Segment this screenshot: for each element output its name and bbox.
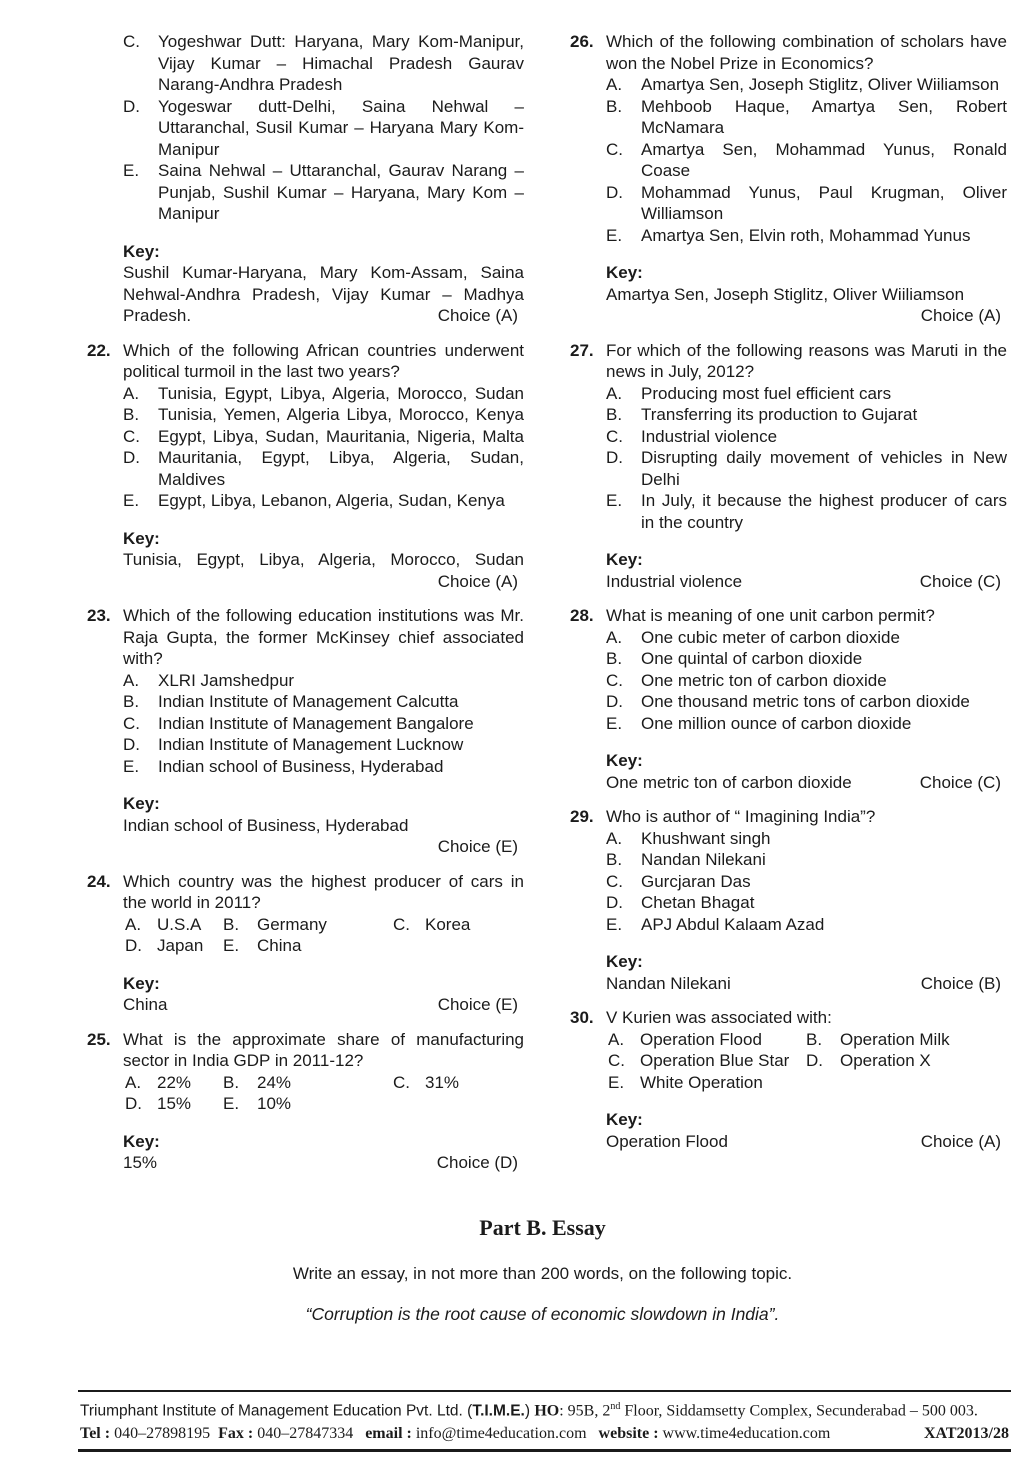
key-answer [123, 1152, 524, 1174]
key-label: Key: [123, 1131, 160, 1151]
key-label: Key: [606, 751, 643, 770]
option-text: One million ounce of carbon dioxide [641, 713, 912, 733]
option-text: One quintal of carbon dioxide [641, 649, 863, 668]
key-label: Key: [606, 1110, 643, 1129]
option-row [123, 713, 524, 735]
option-row [123, 426, 524, 448]
option-letter: D. [606, 182, 623, 202]
option-text: 10% [257, 1094, 292, 1113]
option-text: Operation Blue Star [640, 1051, 790, 1070]
option-letter: D. [125, 1094, 142, 1113]
key-label: Key: [606, 550, 643, 569]
option-text: Indian Institute of Management Lucknow [158, 735, 464, 754]
footer-address: : 95B, 2 [559, 1402, 611, 1420]
right-column [570, 31, 1007, 1165]
footer-brand-abbreviation: T.I.M.E. [472, 1402, 525, 1420]
option-letter: E. [123, 756, 140, 776]
option-row [123, 383, 524, 405]
option-text: Operation Flood [640, 1029, 762, 1049]
option-text: APJ Abdul Kalaam Azad [641, 914, 825, 934]
choice-label: Choice (A) [437, 306, 518, 325]
choice-label: Choice (A) [437, 571, 518, 591]
option-letter: C. [608, 1051, 625, 1070]
option-letter: D. [123, 735, 140, 754]
option-row [606, 426, 1007, 448]
choice-label: Choice (E) [437, 837, 518, 856]
fax-label: Fax : [210, 1425, 258, 1443]
essay-topic: “Corruption is the root cause of economic slowdown in India”. [305, 1303, 780, 1324]
option-row [606, 892, 1007, 914]
question-number: 24. [87, 871, 111, 891]
choice-line [606, 305, 1007, 327]
choice-label: Choice (A) [920, 306, 1001, 325]
option-row [606, 490, 1007, 533]
option-letter: B. [606, 850, 623, 869]
option-row [606, 828, 1007, 850]
key-text: Indian school of Business, Hyderabad [123, 815, 409, 835]
option-text: 31% [425, 1072, 460, 1092]
option-text: Mehboob Haque, Amartya Sen, Robert McNamara [641, 96, 1007, 137]
key-text: Sushil Kumar-Haryana, Mary Kom-Assam, Saina Nehwal-Andhra Pradesh, Vijay Kumar – Madhya Pradesh. [123, 263, 524, 325]
option-text: Mohammad Yunus, Paul Krugman, Oliver Williamson [641, 182, 1007, 223]
question-number: 30. [570, 1008, 594, 1027]
option-row [123, 756, 524, 778]
option-row [123, 31, 524, 96]
option-letter: C. [123, 713, 140, 733]
option-text: Japan [157, 936, 204, 955]
question-28 [570, 605, 1007, 793]
option-letter: E. [608, 1072, 625, 1092]
option-text: Indian school of Business, Hyderabad [158, 756, 444, 776]
key-text: Nandan Nilekani [606, 973, 731, 993]
option-letter: A. [125, 914, 142, 934]
option-letter: E. [606, 914, 623, 934]
option-text: Industrial violence [641, 426, 778, 446]
option-row [608, 1029, 1007, 1051]
question-26 [570, 31, 1007, 327]
option-letter: B. [806, 1029, 823, 1049]
option-letter: A. [606, 627, 623, 647]
key-label: Key: [606, 952, 643, 971]
footer-address: Floor, Siddamsetty Complex, Secunderabad – 500 003. [620, 1402, 978, 1420]
essay-instruction: Write an essay, in not more than 200 words, on the following topic. [292, 1264, 793, 1283]
option-row [606, 96, 1007, 139]
option-row [606, 383, 1007, 405]
question-number: 26. [570, 32, 594, 51]
option-text: Yogeshwar Dutt: Haryana, Mary Kom-Manipur, Vijay Kumar – Himachal Pradesh Gaurav Narang-Andhra Pradesh [158, 32, 524, 94]
question-text: What is meaning of one unit carbon permit? [606, 606, 935, 625]
option-text: U.S.A [157, 914, 202, 934]
option-letter: D. [806, 1051, 823, 1070]
option-letter: A. [606, 75, 623, 94]
page-footer [78, 1390, 1011, 1452]
choice-label: Choice (C) [919, 571, 1001, 591]
option-row [125, 1093, 524, 1115]
option-row [606, 648, 1007, 670]
left-column [87, 31, 524, 1187]
option-text: 24% [257, 1072, 292, 1092]
option-text: Gurcjaran Das [641, 871, 751, 891]
key-label: Key: [123, 528, 160, 548]
option-letter: D. [123, 448, 140, 467]
option-text: One metric ton of carbon dioxide [641, 670, 887, 690]
question-text: Who is author of “ Imagining India”? [606, 807, 876, 826]
key-label: Key: [606, 263, 643, 282]
option-letter: A. [608, 1029, 625, 1049]
option-letter: B. [606, 405, 623, 424]
question-text: Which of the following African countries underwent political turmoil in the last two years? [123, 340, 524, 381]
question-text: V Kurien was associated with: [606, 1008, 832, 1027]
key-text: Tunisia, Egypt, Libya, Algeria, Morocco, Sudan [123, 550, 524, 569]
option-letter: D. [606, 893, 623, 912]
option-row [123, 96, 524, 161]
option-text: Khushwant singh [641, 828, 771, 848]
option-letter: A. [606, 828, 623, 848]
option-row [123, 691, 524, 713]
option-text: Amartya Sen, Mohammad Yunus, Ronald Coase [641, 139, 1007, 180]
key-answer [606, 571, 1007, 593]
key-text: China [123, 995, 168, 1014]
question-29 [570, 806, 1007, 994]
option-row [608, 1072, 1007, 1094]
option-row [123, 447, 524, 490]
footer-text: ) [524, 1402, 535, 1420]
key-label: Key: [123, 794, 160, 813]
tel-number: 040–27898195 [114, 1425, 211, 1443]
option-letter: E. [606, 491, 623, 510]
question-number: 22. [87, 340, 111, 360]
option-text: Producing most fuel efficient cars [641, 383, 892, 403]
choice-line [123, 571, 524, 593]
key-text: Operation Flood [606, 1131, 728, 1151]
option-letter: E. [123, 491, 140, 510]
question-number: 27. [570, 340, 594, 360]
option-row [606, 404, 1007, 426]
option-letter: D. [125, 936, 142, 955]
key-label: Key: [123, 241, 160, 261]
option-letter: C. [606, 871, 623, 891]
footer-company-name: Triumphant Institute of Management Education Pvt. Ltd. ( [80, 1402, 473, 1420]
option-text: Indian Institute of Management Bangalore [158, 713, 474, 733]
choice-label: Choice (D) [436, 1153, 518, 1172]
option-letter: C. [393, 914, 410, 934]
key-text: One metric ton of carbon dioxide [606, 772, 852, 792]
option-letter: D. [606, 448, 623, 467]
key-answer [606, 973, 1007, 995]
option-text: Nandan Nilekani [641, 850, 766, 869]
option-letter: A. [606, 383, 623, 403]
option-text: Germany [257, 914, 327, 934]
option-letter: C. [123, 32, 140, 51]
option-row [123, 404, 524, 426]
question-23 [87, 605, 524, 858]
question-number: 28. [570, 606, 594, 625]
option-text: Korea [425, 914, 471, 934]
question-27 [570, 340, 1007, 593]
option-row [606, 914, 1007, 936]
option-text: In July, it because the highest producer of cars in the country [641, 491, 1007, 532]
option-row [608, 1050, 1007, 1072]
choice-label: Choice (C) [919, 772, 1001, 792]
option-text: Tunisia, Yemen, Algeria Libya, Morocco, Kenya [158, 405, 524, 424]
option-text: Transferring its production to Gujarat [641, 405, 918, 424]
question-text: Which country was the highest producer of cars in the world in 2011? [123, 871, 524, 912]
option-text: Mauritania, Egypt, Libya, Algeria, Sudan, Maldives [158, 448, 524, 489]
option-row [606, 139, 1007, 182]
option-row [123, 490, 524, 512]
email-label: email : [353, 1425, 416, 1443]
option-letter: B. [123, 405, 140, 424]
option-text: Saina Nehwal – Uttaranchal, Gaurav Narang – Punjab, Sushil Kumar – Haryana, Mary Kom – Manipur [158, 161, 524, 223]
option-text: Amartya Sen, Joseph Stiglitz, Oliver Wiiliamson [641, 75, 1000, 94]
question-text: What is the approximate share of manufacturing sector in India GDP in 2011-12? [123, 1029, 524, 1070]
option-row [606, 713, 1007, 735]
option-text: One thousand metric tons of carbon dioxide [641, 692, 970, 711]
option-letter: B. [223, 1072, 240, 1092]
option-text: One cubic meter of carbon dioxide [641, 627, 900, 647]
question-21-continuation [87, 31, 524, 327]
key-text: Amartya Sen, Joseph Stiglitz, Oliver Wiiliamson [606, 284, 965, 304]
key-label: Key: [123, 973, 160, 993]
option-text: 15% [157, 1094, 192, 1113]
option-row [606, 691, 1007, 713]
question-text: Which of the following education institutions was Mr. Raja Gupta, the former McKinsey chief associated with? [123, 606, 524, 668]
option-letter: E. [223, 1094, 240, 1113]
option-row [606, 871, 1007, 893]
website-address: www.time4education.com [662, 1425, 831, 1443]
choice-label: Choice (A) [920, 1131, 1001, 1151]
question-number: 23. [87, 606, 111, 625]
option-text: Tunisia, Egypt, Libya, Algeria, Morocco, Sudan [158, 383, 524, 403]
question-text: Which of the following combination of scholars have won the Nobel Prize in Economics? [606, 32, 1007, 73]
email-address: info@time4education.com [415, 1425, 587, 1443]
question-number: 29. [570, 807, 594, 826]
fax-number: 040–27847334 [257, 1425, 354, 1443]
option-text: Egypt, Libya, Sudan, Mauritania, Nigeria, Malta [158, 426, 524, 446]
option-letter: A. [123, 670, 140, 690]
question-24 [87, 871, 524, 1016]
essay-section-title: Part B. Essay [479, 1215, 606, 1240]
option-letter: C. [123, 426, 140, 446]
option-text: White Operation [640, 1072, 763, 1092]
option-letter: C. [606, 426, 623, 446]
option-text: Disrupting daily movement of vehicles in New Delhi [641, 448, 1007, 489]
option-text: Indian Institute of Management Calcutta [158, 692, 459, 711]
footer-address-line [80, 1395, 1009, 1422]
option-text: Operation X [840, 1051, 931, 1070]
option-row [606, 182, 1007, 225]
key-answer [606, 772, 1007, 794]
option-row [606, 74, 1007, 96]
question-text: For which of the following reasons was Maruti in the news in July, 2012? [606, 340, 1007, 381]
footer-contact-line [80, 1422, 1009, 1445]
option-row [125, 1072, 524, 1094]
key-text: 15% [123, 1153, 158, 1172]
option-letter: E. [223, 936, 240, 955]
option-row [125, 935, 524, 957]
option-row [123, 670, 524, 692]
option-letter: B. [606, 96, 623, 116]
option-letter: B. [223, 914, 240, 934]
option-letter: C. [393, 1072, 410, 1092]
key-answer [123, 262, 524, 327]
option-letter: D. [606, 692, 623, 711]
choice-line [123, 836, 524, 858]
option-letter: A. [123, 383, 140, 403]
option-letter: D. [123, 96, 140, 116]
option-text: 22% [157, 1072, 192, 1092]
option-text: Operation Milk [840, 1029, 950, 1049]
tel-label: Tel : [80, 1425, 115, 1443]
option-letter: C. [606, 139, 623, 159]
question-number: 25. [87, 1029, 111, 1049]
key-text: Industrial violence [606, 571, 743, 591]
choice-label: Choice (B) [920, 973, 1001, 993]
option-text: Egypt, Libya, Lebanon, Algeria, Sudan, Kenya [158, 491, 505, 510]
option-text: Chetan Bhagat [641, 893, 755, 912]
website-label: website : [586, 1425, 663, 1443]
option-letter: C. [606, 670, 623, 690]
option-row [125, 914, 524, 936]
key-answer [606, 1131, 1007, 1153]
option-letter: B. [123, 692, 140, 711]
option-row [606, 447, 1007, 490]
option-text: Yogeswar dutt-Delhi, Saina Nehwal – Uttaranchal, Susil Kumar – Haryana Mary Kom-Manipur [158, 96, 524, 159]
option-row [606, 627, 1007, 649]
option-row [606, 225, 1007, 247]
question-30 [570, 1007, 1007, 1152]
option-row [123, 160, 524, 225]
option-letter: E. [606, 713, 623, 733]
option-row [606, 670, 1007, 692]
question-22 [87, 340, 524, 593]
option-letter: E. [123, 161, 140, 180]
option-row [123, 734, 524, 756]
option-text: Amartya Sen, Elvin roth, Mohammad Yunus [641, 225, 971, 245]
option-text: China [257, 936, 302, 955]
option-text: XLRI Jamshedpur [158, 670, 295, 690]
option-letter: E. [606, 225, 623, 245]
option-letter: A. [125, 1072, 142, 1092]
option-letter: B. [606, 649, 623, 668]
footer-ordinal-superscript: nd [610, 1401, 621, 1412]
paper-code: XAT2013/28 [923, 1425, 1009, 1443]
key-answer [123, 994, 524, 1016]
footer-ho-label: HO [534, 1402, 560, 1420]
option-row [606, 849, 1007, 871]
essay-section [78, 1214, 1007, 1325]
question-25 [87, 1029, 524, 1174]
choice-label: Choice (E) [437, 995, 518, 1014]
footer-contacts [80, 1422, 830, 1445]
